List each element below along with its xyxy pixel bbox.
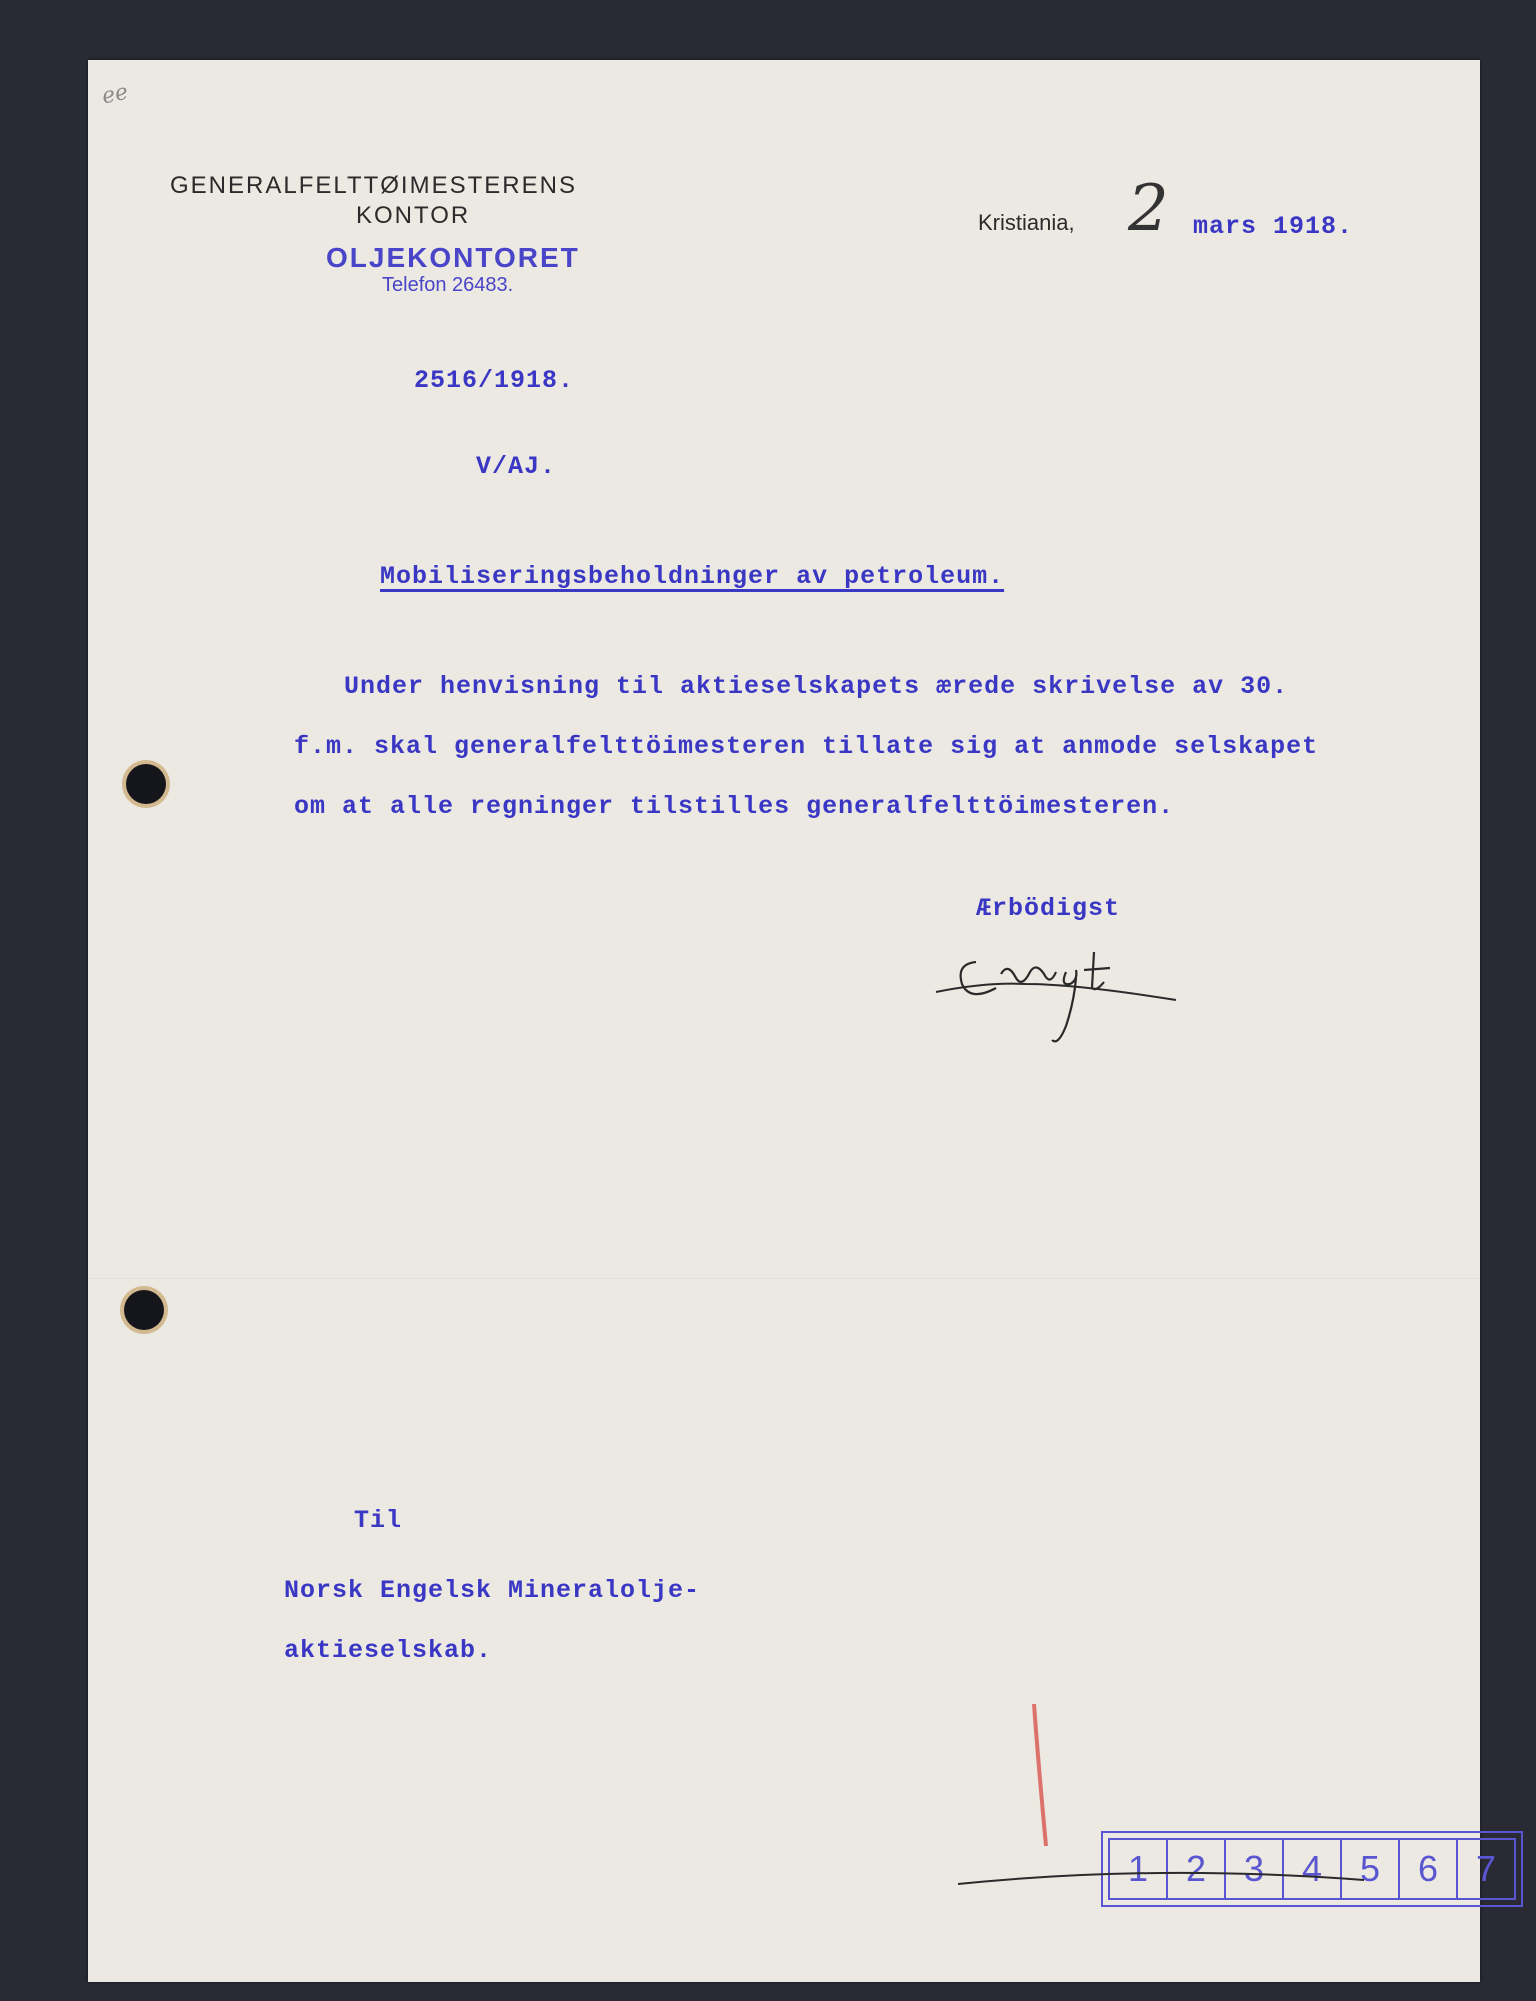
margin-note: ee (99, 79, 131, 110)
red-pencil-mark (1028, 1700, 1058, 1850)
number-box-4: 4 (1284, 1840, 1342, 1898)
recipient-name-line2: aktieselskab. (284, 1636, 493, 1665)
date-day-handwritten: 2 (1128, 172, 1169, 246)
number-box-5: 5 (1342, 1840, 1400, 1898)
paper-fold (88, 1278, 1480, 1280)
box-strike-line (954, 1844, 1374, 1894)
body-line-3: om at alle regninger tilstilles generalfelttöimesteren. (294, 792, 1175, 821)
stamp-phone: Telefon 26483. (382, 274, 514, 296)
recipient-name-line1: Norsk Engelsk Mineralolje- (284, 1576, 701, 1605)
punch-hole-bottom (124, 1290, 164, 1330)
body-line-2: f.m. skal generalfelttöimesteren tillate sig at anmode selskapet (294, 732, 1319, 761)
number-box-7: 7 (1475, 1848, 1497, 1889)
number-box-1: 1 (1110, 1840, 1168, 1898)
recipient-label: Til (354, 1506, 403, 1535)
letter-page (88, 60, 1497, 1982)
date-place: Kristiania, (978, 210, 1075, 235)
punch-hole-top (126, 764, 166, 804)
number-box-2: 2 (1168, 1840, 1226, 1898)
number-box-3: 3 (1226, 1840, 1284, 1898)
subject-line: Mobiliseringsbeholdninger av petroleum. (380, 562, 1005, 591)
stamp-department: OLJEKONTORET (326, 242, 580, 273)
reference-number: 2516/1918. (414, 366, 575, 395)
number-box-6: 6 (1400, 1840, 1458, 1898)
body-line-1: Under henvisning til aktieselskapets ærede skrivelse av 30. (344, 672, 1289, 701)
reference-initials: V/AJ. (476, 452, 557, 481)
date-month-year: mars 1918. (1193, 212, 1354, 241)
signature (926, 922, 1186, 1062)
letterhead-line1: GENERALFELTTØIMESTERENS (170, 172, 577, 199)
closing: Ærbödigst (976, 894, 1121, 923)
letterhead-line2: KONTOR (356, 202, 471, 229)
